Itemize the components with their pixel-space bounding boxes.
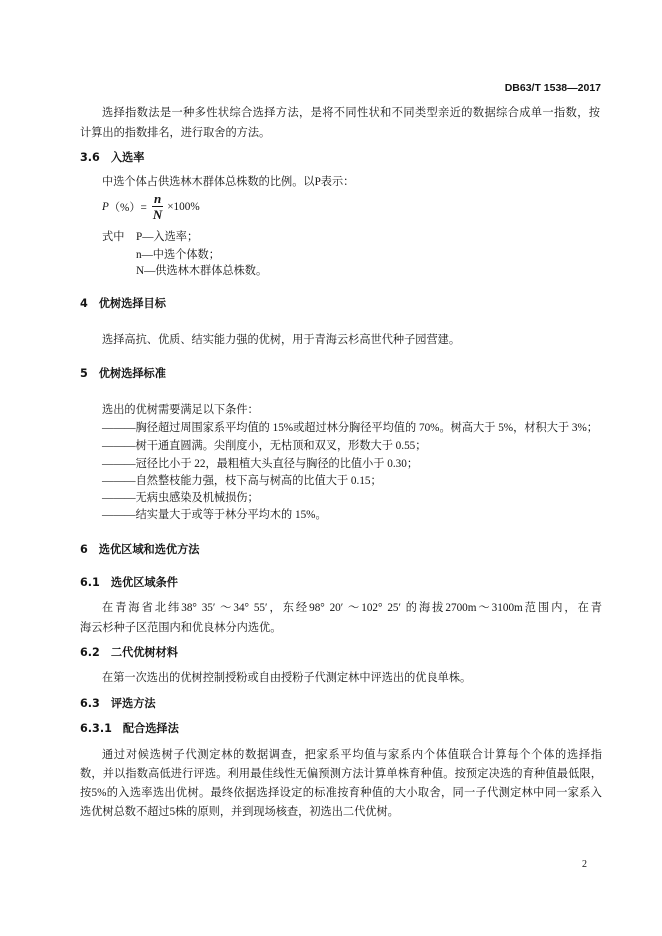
section-number: 6: [80, 543, 88, 556]
section-number: 5: [80, 367, 88, 380]
definition-text: 中选个体占供选林木群体总株数的比例。以P表示：: [102, 176, 355, 188]
section-title: 配合选择法: [122, 722, 179, 735]
paragraph-line: 数，并以指数高低进行评选。利用最佳线性无偏预测方法计算单株育种值。按预定决选的育种值最低限，: [80, 768, 602, 780]
section-heading-6-1: [80, 575, 178, 591]
section-number: 6.2: [80, 646, 100, 659]
formula-lhs: P: [102, 201, 109, 213]
section-number: 6.1: [80, 576, 100, 589]
formula-fraction: [151, 191, 164, 223]
criteria-item: ———结实量大于或等于林分平均木的 15%。: [102, 509, 327, 521]
section-heading-5: [80, 366, 166, 382]
formula-numerator: n: [153, 191, 162, 206]
section-heading-6-3: [80, 696, 156, 712]
criteria-intro: 选出的优树需要满足以下条件：: [102, 404, 259, 416]
selection-rate-formula: [102, 190, 200, 224]
section-title: 优树选择目标: [98, 297, 166, 310]
page-number: 2: [582, 859, 587, 870]
paragraph-line: 在青海省北纬38° 35′ ～34° 55′，东经98° 20′ ～102° 25′ 的海拔2700m～3100m范围内，在青: [102, 602, 602, 614]
section-number: 6.3: [80, 697, 100, 710]
section-title: 评选方法: [110, 697, 156, 710]
section-title: 选优区域和选优方法: [98, 543, 200, 556]
formula-denominator: N: [152, 207, 163, 222]
criteria-item: ———自然整枝能力强，枝下高与树高的比值大于 0.15；: [102, 475, 382, 487]
paragraph-line: 通过对候选树子代测定林的数据调查，把家系平均值与家系内个体值联合计算每个个体的选择指: [102, 749, 602, 761]
formula-rhs: ×100%: [167, 201, 200, 213]
section-title: 入选率: [110, 151, 145, 164]
section-heading-6: [80, 542, 200, 558]
formula-unit: （%）=: [108, 202, 147, 214]
section-number: 6.3.1: [80, 722, 112, 735]
section-number: 4: [80, 297, 88, 310]
section-heading-6-3-1: [80, 721, 179, 737]
criteria-item: ———胸径超过周围家系平均值的 15%或超过林分胸径平均值的 70%。树高大于 5%，材积大于 3%；: [102, 422, 598, 434]
paragraph-line: 按5%的入选率选出优树。最终依据选择设定的标准按育种值的大小取舍，同一子代测定林中同一家系入: [80, 787, 602, 799]
section-title: 优树选择标准: [98, 367, 166, 380]
criteria-item: ———无病虫感染及机械损伤；: [102, 492, 259, 504]
paragraph-line: 计算出的指数排名，进行取舍的方法。: [80, 127, 271, 139]
section-title: 选优区域条件: [110, 576, 178, 589]
where-item: P—入选率；: [136, 231, 199, 243]
criteria-item: ———树干通直圆满。尖削度小，无枯顶和双叉，形数大于 0.55；: [102, 440, 427, 452]
where-item: N—供选林木群体总株数。: [136, 265, 268, 277]
section-heading-4: [80, 296, 166, 312]
paragraph-line: 海云杉种子区范围内和优良林分内选优。: [80, 622, 282, 634]
section-number: 3.6: [80, 151, 100, 164]
where-label: 式中: [102, 231, 125, 243]
criteria-item: ———冠径比小于 22，最粗植大头直径与胸径的比值小于 0.30；: [102, 458, 419, 470]
paragraph-line: 选择高抗、优质、结实能力强的优树，用于青海云杉高世代种子园营建。: [102, 334, 461, 346]
section-heading-3-6: [80, 150, 144, 166]
where-item: n—中选个体数；: [136, 249, 220, 261]
section-title: 二代优树材料: [110, 646, 178, 659]
document-code: DB63/T 1538—2017: [504, 82, 601, 94]
paragraph-line: 在第一次选出的优树控制授粉或自由授粉子代测定林中评选出的优良单株。: [102, 672, 472, 684]
section-heading-6-2: [80, 645, 178, 661]
paragraph-line: 选优树总数不超过5株的原则，并到现场核查，初选出二代优树。: [80, 806, 399, 818]
paragraph-line: 选择指数法是一种多性状综合选择方法，是将不同性状和不同类型亲近的数据综合成单一指数，按: [102, 107, 600, 119]
